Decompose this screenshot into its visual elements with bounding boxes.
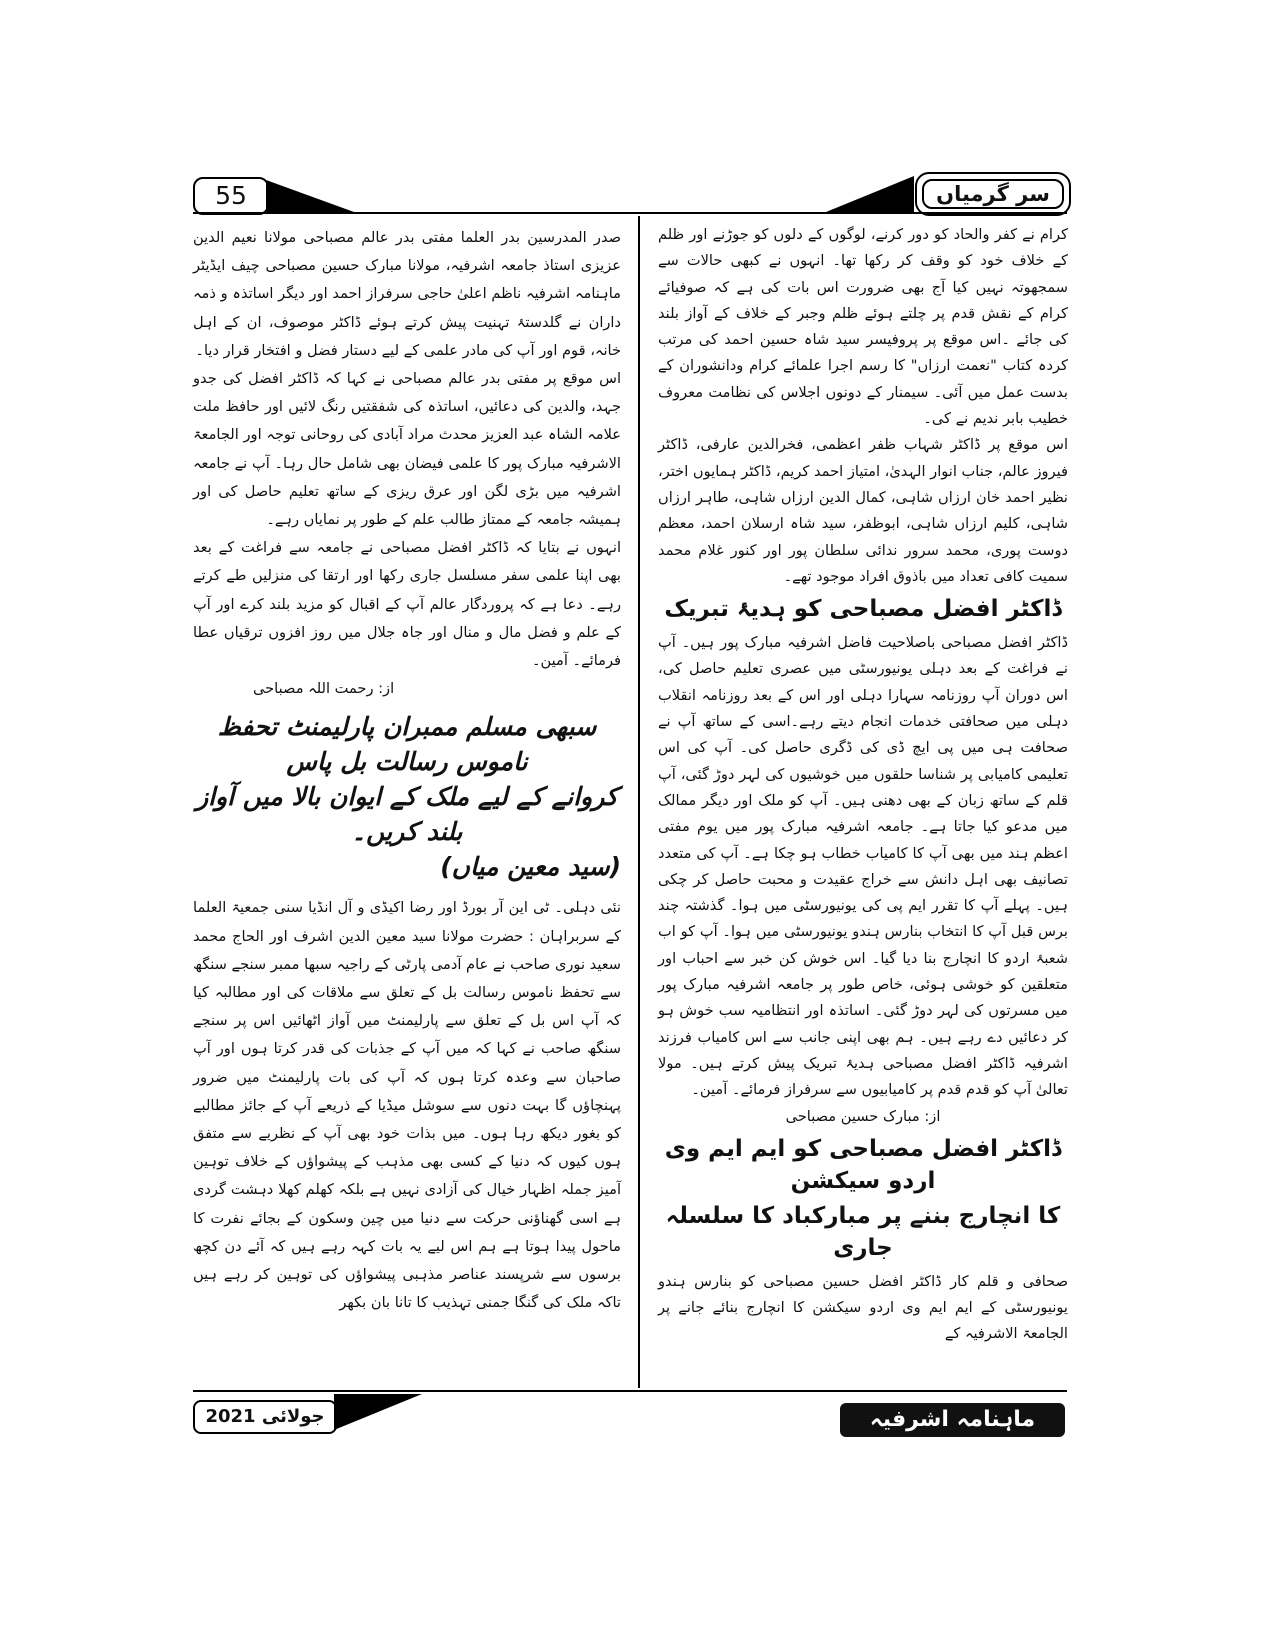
footer-arrow-decoration: [334, 1392, 424, 1432]
article-heading-namoos-line3: (سید معین میاں): [440, 852, 621, 882]
left-paragraph-3: انہوں نے بتایا کہ ڈاکٹر افضل مصباحی نے جامعہ سے فراغت کے بعد بھی اپنا علمی سفر مسلسل جاری رکھا اور ارتقا کی منزلیں طے کرتے رہے۔ دعا ہے کہ پروردگار عالم آپ کے اقبال کو مزید بلند کرے اور آپ کے علم و فضل مال و منال اور جاہ جلال میں روز افزوں ترقیاں عطا فرمائے۔ آمین۔: [193, 539, 621, 670]
footer-rule: [193, 1390, 1067, 1392]
right-arrow-decoration: [826, 172, 916, 214]
column-divider: [638, 216, 640, 1388]
right-paragraph-4: صحافی و قلم کار ڈاکٹر افضل حسین مصباحی کو بنارس ہندو یونیورسٹی کے ایم ایم وی اردو سیکشن کا انچارج بنائے جانے پر الجامعۃ الاشرفیہ کے: [658, 1272, 1068, 1343]
left-column: [193, 224, 621, 1318]
right-paragraph-2: اس موقع پر ڈاکٹر شہاب ظفر اعظمی، فخرالدین عارفی، ڈاکٹر فیروز عالم، جناب انوار الہدیٰ، امتیاز احمد کریم، ڈاکٹر ہمایوں اختر، نظیر احمد خان ارزاں شاہی، کمال الدین ارزاں شاہی، طاہر ارزاں شاہی، کلیم ارزاں شاہی، ابوظفر، سید شاہ ارسلان احمد، معظم دوست پوری، محمد سرور ندائی سلطان پور اور کنور غلام محمد سمیت کافی تعداد میں باذوق افراد موجود تھے۔: [658, 436, 1068, 585]
left-arrow-decoration: [266, 176, 356, 214]
magazine-name: ماہنامہ اشرفیہ: [840, 1403, 1065, 1437]
left-paragraph-4: نئی دہلی۔ ٹی این آر بورڈ اور رضا اکیڈی و آل انڈیا سنی جمعیۃ العلما کے سربراہان : حضرت مولانا سید معین الدین اشرف اور الحاج محمد سعید نوری صاحب نے عام آدمی پارٹی کے راجیہ سبھا ممبر سنجے سنگھ سے تحفظ ناموس رسالت بل کے تعلق سے ملاقات کی اور مطالبہ کیا کہ آپ اس بل کے تعلق سے پارلیمنٹ میں آواز اٹھائیں اس پر سنجے سنگھ صاحب نے کہا کہ میں آپ کے جذبات کی قدر کرتا ہوں اور آپ صاحبان سے وعدہ کرتا ہوں کہ آپ کی بات پارلیمنٹ میں ضرور پہنچاؤں گا بہت دنوں سے سوشل میڈیا کے ذریعے آپ کے جائز مطالبے کو بغور دیکھ رہا ہوں۔ میں بذات خود بھی آپ کے نظریے سے متفق ہوں کیوں کہ دنیا کے کسی بھی مذہب کے پیشواؤں کے خلاف توہین آمیز جملہ اظہار خیال کی آزادی نہیں ہے بلکہ کھلم کھلا دہشت گردی ہے اسی گھناؤنی حرکت سے دنیا میں چین وسکون کے بجائے نفرت کا ماحول پیدا ہوتا ہے ہم اس لیے یہ بات کہہ رہے ہیں کہ آئے دن کچھ برسوں سے شرپسند عناصر مذہبی پیشواؤں کی توہین کر رہے ہیں تاکہ ملک کی گنگا جمنی تہذیب کا تانا بان بکھر: [193, 899, 621, 1312]
article-heading-mmv-line1: ڈاکٹر افضل مصباحی کو ایم ایم وی اردو سیکشن: [664, 1135, 1062, 1194]
left-byline: از: رحمت اللہ مصباحی: [253, 680, 395, 698]
section-title: سر گرمیاں: [922, 179, 1064, 209]
article-heading-tabreek: ڈاکٹر افضل مصباحی کو ہدیۂ تبریک: [664, 596, 1062, 623]
page-number: 55: [193, 177, 269, 215]
article-heading-namoos-line1: سبھی مسلم ممبران پارلیمنٹ تحفظ ناموس رسالت بل پاس: [217, 712, 597, 777]
section-title-box: [915, 172, 1071, 216]
issue-date: جولائی 2021: [193, 1400, 337, 1434]
right-paragraph-3: ڈاکٹر افضل مصباحی باصلاحیت فاضل اشرفیہ مبارک پور ہیں۔ آپ نے فراغت کے بعد دہلی یونیورسٹی میں عصری تعلیم حاصل کی، اس دوران آپ روزنامہ سہارا دہلی اور اس کے بعد روزنامہ انقلاب دہلی میں صحافتی خدمات انجام دیتے رہے۔اسی کے ساتھ آپ نے صحافت ہی میں پی ایچ ڈی کی ڈگری حاصل کی۔ آپ کی اس تعلیمی کامیابی پر شناسا حلقوں میں خوشیوں کی لہر دوڑ گئی، آپ قلم کے ساتھ زبان کے بھی دھنی ہیں۔ آپ کو ملک اور دیگر ممالک میں مدعو کیا جاتا ہے۔ جامعہ اشرفیہ مبارک پور میں یوم مفتی اعظم ہند میں بھی آپ کا کامیاب خطاب ہو چکا ہے۔ آپ کی متعدد تصانیف بھی اہل دانش سے خراج عقیدت و محبت حاصل کر چکی ہیں۔ پہلے آپ کا تقرر ایم پی کی یونیورسٹی میں ہوا۔ گذشتہ چند برس قبل آپ کا انتخاب بنارس ہندو یونیورسٹی میں ہوا۔ آپ کو اب شعبۂ اردو کا انچارج بنا دیا گیا۔ اس خوش کن خبر سے احباب اور متعلقین کو خوشی ہوئی، خاص طور پر جامعہ اشرفیہ مبارک پور میں مسرتوں کی لہر دوڑ گئی۔ اساتذہ اور انتظامیہ سب خوش ہو کر دعائیں دے رہے ہیں۔ ہم بھی اپنی جانب سے اس کامیاب فرزند اشرفیہ ڈاکٹر افضل مصباحی ہدیۂ تبریک پیش کرتے ہیں۔ مولا تعالیٰ آپ کو قدم قدم پر کامیابیوں سے سرفراز فرمائے۔ آمین۔: [658, 634, 1068, 1099]
article-heading-namoos-line2: کروانے کے لیے ملک کے ایوان بالا میں آواز بلند کریں۔: [196, 782, 618, 847]
left-paragraph-1: صدر المدرسین بدر العلما مفتی بدر عالم مصباحی مولانا نعیم الدین عزیزی استاذ جامعہ اشرفیہ، مولانا مبارک حسین مصباحی چیف ایڈیٹر ماہنامہ اشرفیہ ناظم اعلیٰ حاجی سرفراز احمد اور دیگر اساتذہ و ذمہ داران نے گلدستۂ تہنیت پیش کرتے ہوئے ڈاکٹر موصوف، ان کے اہل خانہ، قوم اور آپ کی مادر علمی کے لیے دستار فضل و افتخار قرار دیا۔: [193, 229, 621, 359]
right-paragraph-1: کرام نے کفر والحاد کو دور کرنے، لوگوں کے دلوں کو جوڑنے اور ظلم کے خلاف خود کو وقف کر رکھا تھا۔ انہوں نے کبھی حالات سے سمجھوتہ نہیں کیا آج بھی ضرورت اس بات کی ہے کہ صوفیائے کرام کے نقش قدم پر چلتے ہوئے ظلم وجبر کے خلاف کے آواز بلند کی جائے ۔اس موقع پر پروفیسر سید شاہ حسین احمد کی مرتب کردہ کتاب "نعمت ارزاں" کا رسم اجرا علمائے کرام ودانشوران کے بدست عمل میں آئی۔ سیمنار کے دونوں اجلاس کی نظامت معروف خطیب بابر ندیم نے کی۔: [658, 226, 1068, 428]
header-rule: [193, 212, 1067, 214]
left-paragraph-2: اس موقع پر مفتی بدر عالم مصباحی نے کہا کہ ڈاکٹر افضل کی جدو جہد، والدین کی دعائیں، اساتذہ کی شفقتیں رنگ لائیں اور حافظ ملت علامہ الشاہ عبد العزیز محدث مراد آبادی کی روحانی توجہ اور الجامعۃ الاشرفیہ مبارک پور کا علمی فیضان بھی شامل حال رہا۔ آپ نے جامعہ اشرفیہ میں بڑی لگن اور عرق ریزی کے ساتھ تعلیم حاصل کی اور ہمیشہ جامعہ کے ممتاز طالب علم کے طور پر نمایاں رہے۔: [193, 370, 621, 529]
right-byline: از: مبارک حسین مصباحی: [785, 1107, 941, 1125]
article-heading-mmv-line2: کا انچارج بننے پر مبارکباد کا سلسلہ جاری: [665, 1202, 1061, 1261]
right-column: [658, 222, 1068, 1348]
